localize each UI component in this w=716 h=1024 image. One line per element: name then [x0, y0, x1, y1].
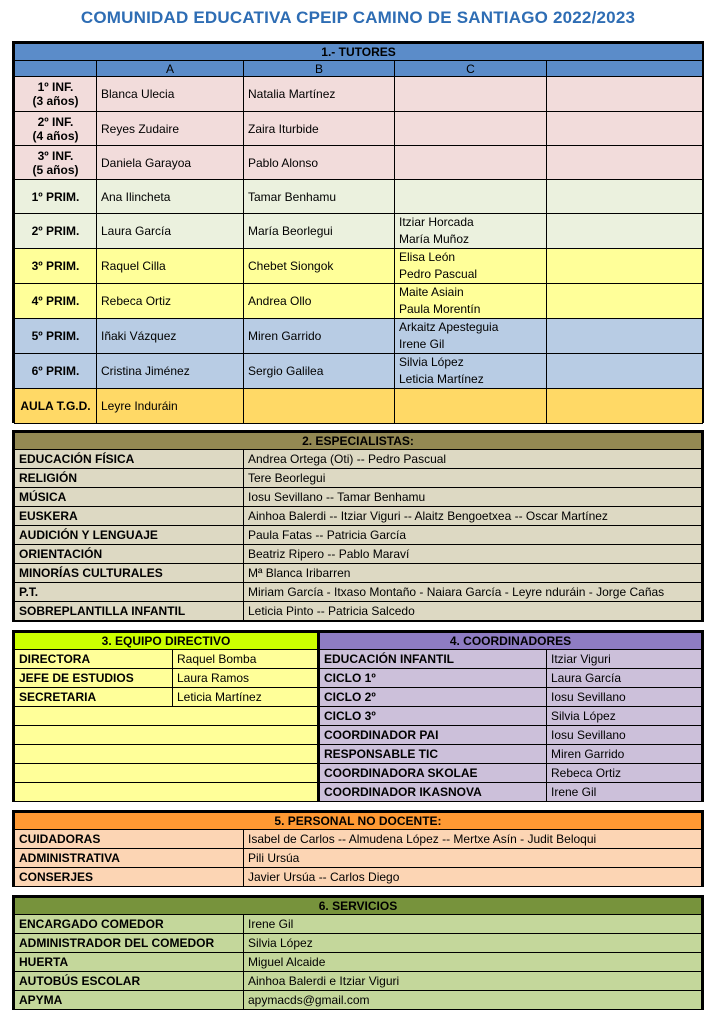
- coordinadores-row: [320, 707, 702, 726]
- level-label: 6º PRIM.: [31, 364, 80, 378]
- level-label: 2º PRIM.: [31, 224, 80, 238]
- tutor-b: Sergio Galilea: [244, 354, 395, 389]
- tutor-extra: [547, 354, 703, 389]
- equipo-empty-cell: [15, 745, 318, 764]
- level-cell: [15, 146, 97, 180]
- equipo-name: Raquel Bomba: [173, 650, 318, 669]
- especialistas-heading: 2. ESPECIALISTAS:: [15, 433, 702, 450]
- personal-role: CUIDADORAS: [15, 830, 244, 849]
- level-label: 1º INF.: [37, 80, 74, 94]
- tutor-extra: [547, 180, 703, 214]
- col-header-a: A: [97, 61, 244, 77]
- tutor-a: Daniela Garayoa: [97, 146, 244, 180]
- especialistas-role: ORIENTACIÓN: [15, 545, 244, 564]
- tutor-c-2: Irene Gil: [399, 337, 445, 351]
- equipo-name: Laura Ramos: [173, 669, 318, 688]
- coordinadores-section: [318, 630, 704, 802]
- especialistas-names: Ainhoa Balerdi -- Itziar Viguri -- Alaitz Bengoetxea -- Oscar Martínez: [244, 507, 702, 526]
- coordinadores-heading: 4. COORDINADORES: [320, 633, 702, 650]
- coordinadores-row: [320, 669, 702, 688]
- equipo-row: [15, 650, 318, 669]
- servicios-names: Miguel Alcaide: [244, 953, 702, 972]
- especialistas-names: Tere Beorlegui: [244, 469, 702, 488]
- level-sublabel: (3 años): [32, 94, 79, 108]
- especialistas-role: P.T.: [15, 583, 244, 602]
- level-label: 5º PRIM.: [31, 329, 80, 343]
- tutor-row: [15, 214, 703, 249]
- servicios-row: [15, 991, 702, 1010]
- coordinadores-row: [320, 745, 702, 764]
- tutor-b: Chebet Siongok: [244, 249, 395, 284]
- level-label: 2º INF.: [37, 114, 74, 129]
- tutor-row: [15, 77, 703, 112]
- equipo-table: [14, 632, 318, 802]
- personal-names: Isabel de Carlos -- Almudena López -- Mertxe Asín - Judit Beloqui: [244, 830, 702, 849]
- tutor-row: [15, 319, 703, 354]
- tutor-c: [395, 112, 547, 146]
- coordinadores-row: [320, 650, 702, 669]
- tutor-row: [15, 249, 703, 284]
- level-sublabel: (4 años): [32, 128, 79, 143]
- equipo-empty-row: [15, 783, 318, 802]
- tutor-extra: [547, 319, 703, 354]
- tutor-c-2: María Muñoz: [399, 232, 470, 246]
- servicios-role: APYMA: [15, 991, 244, 1010]
- equipo-name: Leticia Martínez: [173, 688, 318, 707]
- level-cell: [15, 354, 97, 389]
- coordinadores-names: Miren Garrido: [547, 745, 702, 764]
- coordinadores-row: [320, 783, 702, 802]
- level-cell: [15, 249, 97, 284]
- equipo-heading: 3. EQUIPO DIRECTIVO: [15, 633, 318, 650]
- servicios-names: Ainhoa Balerdi e Itziar Viguri: [244, 972, 702, 991]
- personal-names: Pili Ursúa: [244, 849, 702, 868]
- tutor-a: Reyes Zudaire: [97, 112, 244, 146]
- tutor-a: Cristina Jiménez: [97, 354, 244, 389]
- servicios-table: [14, 897, 702, 1010]
- servicios-role: ADMINISTRADOR DEL COMEDOR: [15, 934, 244, 953]
- coordinadores-table: [319, 632, 702, 802]
- tutor-c-2: Paula Morentín: [399, 302, 481, 316]
- tutor-extra: [547, 284, 703, 319]
- personal-role: CONSERJES: [15, 868, 244, 887]
- tutor-c: [395, 77, 547, 112]
- level-sublabel: (5 años): [32, 162, 79, 177]
- coordinadores-role: EDUCACIÓN INFANTIL: [320, 650, 547, 669]
- coordinadores-names: Irene Gil: [547, 783, 702, 802]
- especialistas-names: Beatriz Ripero -- Pablo Maraví: [244, 545, 702, 564]
- coordinadores-names: Itziar Viguri: [547, 650, 702, 669]
- tutor-a: Rebeca Ortiz: [97, 284, 244, 319]
- tutor-b: Natalia Martínez: [244, 77, 395, 112]
- tutor-row: [15, 389, 703, 424]
- personal-heading: 5. PERSONAL NO DOCENTE:: [15, 813, 702, 830]
- tutores-heading: 1.- TUTORES: [15, 44, 703, 61]
- especialistas-row: [15, 488, 702, 507]
- tutor-c: [395, 249, 547, 284]
- coordinadores-role: CICLO 2º: [320, 688, 547, 707]
- especialistas-table: [14, 432, 702, 621]
- tutor-a: Laura García: [97, 214, 244, 249]
- especialistas-row: [15, 507, 702, 526]
- tutor-c-1: Elisa León: [399, 250, 456, 264]
- especialistas-names: Leticia Pinto -- Patricia Salcedo: [244, 602, 702, 621]
- personal-names: Javier Ursúa -- Carlos Diego: [244, 868, 702, 887]
- coordinadores-row: [320, 764, 702, 783]
- level-cell: [15, 319, 97, 354]
- especialistas-row: [15, 450, 702, 469]
- tutor-c-1: Arkaitz Apesteguia: [399, 320, 499, 334]
- tutor-row: [15, 354, 703, 389]
- equipo-empty-row: [15, 707, 318, 726]
- tutor-c: [395, 389, 547, 424]
- tutor-b: María Beorlegui: [244, 214, 395, 249]
- especialistas-role: RELIGIÓN: [15, 469, 244, 488]
- tutor-extra: [547, 249, 703, 284]
- coordinadores-role: COORDINADOR IKASNOVA: [320, 783, 547, 802]
- equipo-role: DIRECTORA: [15, 650, 173, 669]
- especialistas-role: MÚSICA: [15, 488, 244, 507]
- col-header-c: C: [395, 61, 547, 77]
- tutor-c: [395, 284, 547, 319]
- tutor-extra: [547, 214, 703, 249]
- tutores-table: [14, 43, 703, 424]
- level-cell: [15, 77, 97, 112]
- servicios-role: AUTOBÚS ESCOLAR: [15, 972, 244, 991]
- coordinadores-names: Iosu Sevillano: [547, 726, 702, 745]
- tutor-c: [395, 180, 547, 214]
- tutor-c-1: Itziar Horcada: [399, 215, 474, 229]
- tutor-row: [15, 146, 703, 180]
- equipo-empty-row: [15, 726, 318, 745]
- level-label: 3º INF.: [37, 148, 74, 163]
- level-cell: [15, 284, 97, 319]
- especialistas-names: Paula Fatas -- Patricia García: [244, 526, 702, 545]
- coordinadores-names: Silvia López: [547, 707, 702, 726]
- especialistas-role: SOBREPLANTILLA INFANTIL: [15, 602, 244, 621]
- especialistas-role: MINORÍAS CULTURALES: [15, 564, 244, 583]
- coordinadores-names: Rebeca Ortiz: [547, 764, 702, 783]
- tutor-c: [395, 319, 547, 354]
- tutor-a: Iñaki Vázquez: [97, 319, 244, 354]
- especialistas-names: Miriam García - Itxaso Montaño - Naiara García - Leyre nduráin - Jorge Cañas: [244, 583, 702, 602]
- equipo-empty-cell: [15, 764, 318, 783]
- tutor-a: Raquel Cilla: [97, 249, 244, 284]
- coordinadores-role: RESPONSABLE TIC: [320, 745, 547, 764]
- especialistas-row: [15, 545, 702, 564]
- page-title: COMUNIDAD EDUCATIVA CPEIP CAMINO DE SANTIAGO 2022/2023: [80, 8, 636, 27]
- tutor-b: Andrea Ollo: [244, 284, 395, 319]
- especialistas-role: AUDICIÓN Y LENGUAJE: [15, 526, 244, 545]
- coordinadores-names: Iosu Sevillano: [547, 688, 702, 707]
- especialistas-row: [15, 469, 702, 488]
- tutor-c: [395, 214, 547, 249]
- especialistas-section: [12, 430, 704, 622]
- equipo-row: [15, 669, 318, 688]
- especialistas-names: Iosu Sevillano -- Tamar Benhamu: [244, 488, 702, 507]
- servicios-section: [12, 895, 704, 1010]
- tutor-c-2: Leticia Martínez: [399, 372, 484, 386]
- servicios-role: ENCARGADO COMEDOR: [15, 915, 244, 934]
- tutor-row: [15, 180, 703, 214]
- especialistas-row: [15, 526, 702, 545]
- equipo-empty-cell: [15, 707, 318, 726]
- especialistas-row: [15, 583, 702, 602]
- level-cell: [15, 112, 97, 146]
- servicios-row: [15, 934, 702, 953]
- coordinadores-row: [320, 726, 702, 745]
- equipo-role: SECRETARIA: [15, 688, 173, 707]
- coordinadores-role: CICLO 3º: [320, 707, 547, 726]
- servicios-row: [15, 953, 702, 972]
- servicios-names: Silvia López: [244, 934, 702, 953]
- coordinadores-role: COORDINADORA SKOLAE: [320, 764, 547, 783]
- tutores-section: [12, 41, 704, 423]
- tutor-c-1: Maite Asiain: [399, 285, 464, 299]
- equipo-directivo-section: [12, 630, 319, 802]
- equipo-empty-cell: [15, 726, 318, 745]
- tutor-a: Ana Ilincheta: [97, 180, 244, 214]
- personal-table: [14, 812, 702, 887]
- tutor-extra: [547, 146, 703, 180]
- servicios-role: HUERTA: [15, 953, 244, 972]
- tutor-row: [15, 112, 703, 146]
- personal-row: [15, 868, 702, 887]
- personal-row: [15, 830, 702, 849]
- tutor-row: [15, 284, 703, 319]
- col-header-empty: [547, 61, 703, 77]
- coordinadores-row: [320, 688, 702, 707]
- level-label: 3º PRIM.: [31, 259, 80, 273]
- equipo-empty-row: [15, 745, 318, 764]
- tutor-c: [395, 146, 547, 180]
- servicios-row: [15, 915, 702, 934]
- especialistas-role: EUSKERA: [15, 507, 244, 526]
- equipo-row: [15, 688, 318, 707]
- tutor-c-1: Silvia López: [399, 355, 464, 369]
- coordinadores-role: COORDINADOR PAI: [320, 726, 547, 745]
- servicios-names: apymacds@gmail.com: [244, 991, 702, 1010]
- personal-role: ADMINISTRATIVA: [15, 849, 244, 868]
- col-header-b: B: [244, 61, 395, 77]
- coordinadores-names: Laura García: [547, 669, 702, 688]
- tutor-b: Miren Garrido: [244, 319, 395, 354]
- personal-row: [15, 849, 702, 868]
- especialistas-names: Mª Blanca Iribarren: [244, 564, 702, 583]
- tutor-extra: [547, 389, 703, 424]
- tutor-a: Blanca Ulecia: [97, 77, 244, 112]
- tutor-b: Zaira Iturbide: [244, 112, 395, 146]
- equipo-empty-row: [15, 764, 318, 783]
- personal-section: [12, 810, 704, 887]
- tutor-c-2: Pedro Pascual: [399, 267, 478, 281]
- servicios-heading: 6. SERVICIOS: [15, 898, 702, 915]
- especialistas-role: EDUCACIÓN FÍSICA: [15, 450, 244, 469]
- level-label: AULA T.G.D.: [20, 399, 91, 413]
- especialistas-names: Andrea Ortega (Oti) -- Pedro Pascual: [244, 450, 702, 469]
- level-cell: [15, 180, 97, 214]
- equipo-empty-cell: [15, 783, 318, 802]
- level-cell: [15, 214, 97, 249]
- tutor-b: Tamar Benhamu: [244, 180, 395, 214]
- tutor-a: Leyre Induráin: [97, 389, 244, 424]
- level-cell: [15, 389, 97, 424]
- especialistas-row: [15, 564, 702, 583]
- corner-cell: [15, 61, 97, 77]
- servicios-names: Irene Gil: [244, 915, 702, 934]
- servicios-row: [15, 972, 702, 991]
- tutor-b: Pablo Alonso: [244, 146, 395, 180]
- tutor-extra: [547, 112, 703, 146]
- tutor-b: [244, 389, 395, 424]
- tutor-c: [395, 354, 547, 389]
- especialistas-row: [15, 602, 702, 621]
- level-label: 1º PRIM.: [31, 189, 80, 204]
- coordinadores-role: CICLO 1º: [320, 669, 547, 688]
- tutor-extra: [547, 77, 703, 112]
- equipo-role: JEFE DE ESTUDIOS: [15, 669, 173, 688]
- level-label: 4º PRIM.: [31, 294, 80, 308]
